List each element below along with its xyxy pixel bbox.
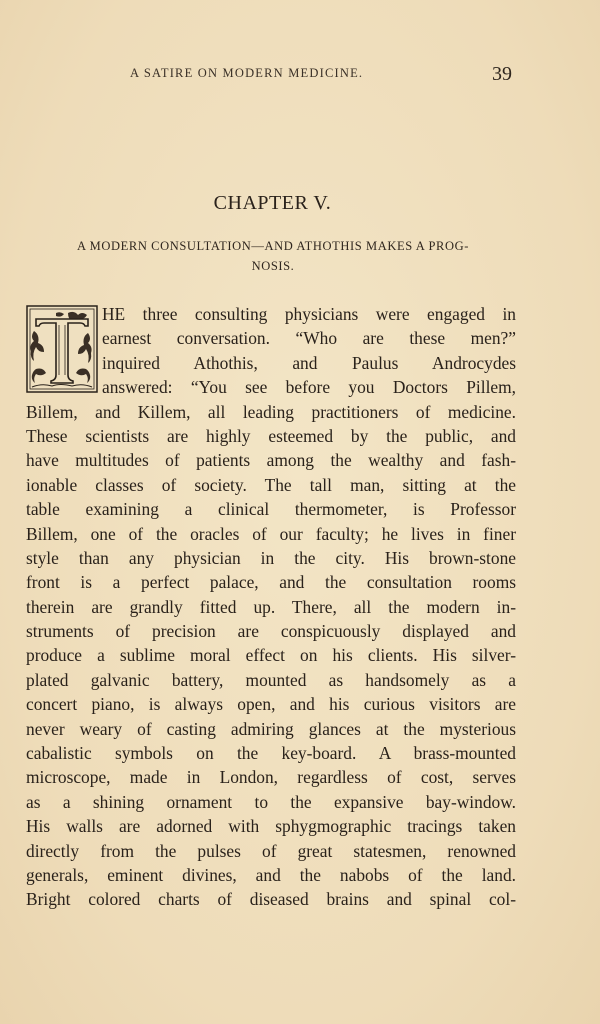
text-line: as a shining ornament to the expansive bay-window. <box>26 791 516 812</box>
text-line: ionable classes of society. The tall man, sitting at the <box>26 474 516 495</box>
text-line: inquired Athothis, and Paulus Androcydes <box>102 352 516 373</box>
chapter-subtitle-line-2: NOSIS. <box>251 259 295 273</box>
body-text <box>26 302 516 912</box>
text-line: answered: “You see before you Doctors Pillem, <box>102 377 516 398</box>
text-line: cabalistic symbols on the key-board. A brass-mounted <box>26 743 516 764</box>
text-line: His walls are adorned with sphygmographic tracings taken <box>26 816 516 837</box>
text-line: have multitudes of patients among the wealthy and fash- <box>26 450 516 471</box>
text-line: never weary of casting admiring glances at the mysterious <box>26 718 516 739</box>
text-line: earnest conversation. “Who are these men?” <box>102 328 516 349</box>
text-line: therein are grandly fitted up. There, all the modern in- <box>26 596 516 617</box>
chapter-subtitle <box>26 236 520 276</box>
running-head: A SATIRE ON MODERN MEDICINE. <box>130 66 364 80</box>
text-line: struments of precision are conspicuously displayed and <box>26 621 516 642</box>
text-line: These scientists are highly esteemed by the public, and <box>26 425 516 446</box>
page-number: 39 <box>492 63 512 85</box>
text-line: style than any physician in the city. His brown-stone <box>26 547 516 568</box>
text-line: HE three consulting physicians were engaged in <box>102 304 516 324</box>
text-line: generals, eminent divines, and the nabobs of the land. <box>26 864 516 885</box>
text-line: directly from the pulses of great statesmen, renowned <box>26 840 516 861</box>
text-line: concert piano, is always open, and his curious visitors are <box>26 694 516 715</box>
text-line: produce a sublime moral effect on his clients. His silver- <box>26 645 516 666</box>
text-line: Bright colored charts of diseased brains and spinal col- <box>26 889 516 910</box>
text-line: Billem, one of the oracles of our faculty; he lives in finer <box>26 523 516 544</box>
chapter-title: CHAPTER V. <box>213 192 332 214</box>
text-line: plated galvanic battery, mounted as handsomely as a <box>26 669 516 690</box>
text-line: Billem, and Killem, all leading practitioners of medicine. <box>26 401 516 422</box>
text-line: table examining a clinical thermometer, is Professor <box>26 499 516 520</box>
chapter-subtitle-line-1: A MODERN CONSULTATION—AND ATHOTHIS MAKES A PROG- <box>77 239 469 253</box>
text-line: front is a perfect palace, and the consultation rooms <box>26 572 516 593</box>
text-line: microscope, made in London, regardless of cost, serves <box>26 767 516 788</box>
